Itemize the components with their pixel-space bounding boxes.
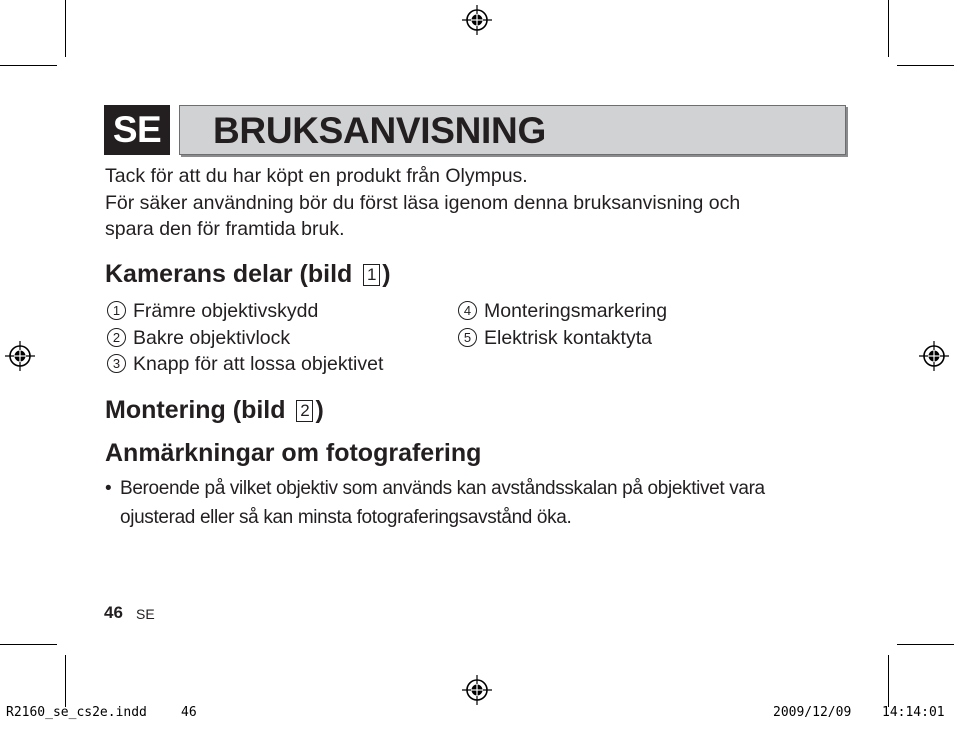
- parts-list-right: [457, 298, 667, 351]
- parts-heading: [105, 259, 391, 289]
- bullet-icon: •: [105, 478, 112, 499]
- mounting-heading-close: ): [315, 396, 324, 424]
- crop-mark: [0, 65, 57, 66]
- crop-mark: [897, 65, 954, 66]
- language-badge: SE: [104, 105, 170, 155]
- parts-heading-close: ): [382, 260, 391, 288]
- crop-mark: [65, 655, 66, 707]
- item-label: Främre objektivskydd: [133, 300, 319, 322]
- slug-page: 46: [181, 705, 197, 720]
- bullet-line: ojusterad eller så kan minsta fotograferingsavstånd öka.: [120, 507, 572, 528]
- intro-line: För säker användning bör du först läsa igenom denna bruksanvisning och: [105, 191, 741, 214]
- crop-mark: [65, 0, 66, 57]
- intro-line: Tack för att du har köpt en produkt från Olympus.: [105, 165, 528, 187]
- item-label: Knapp för att lossa objektivet: [133, 353, 384, 375]
- list-item: [106, 298, 383, 325]
- crop-mark: [0, 644, 57, 645]
- list-item: [106, 351, 383, 378]
- intro-paragraph: [105, 163, 845, 243]
- intro-line: spara den för framtida bruk.: [105, 218, 345, 240]
- crop-mark: [897, 644, 954, 645]
- slug-date: 2009/12/09: [773, 705, 852, 720]
- list-item: [106, 325, 383, 352]
- notes-heading: Anmärkningar om fotografering: [105, 439, 482, 467]
- mounting-heading-text: Montering (bild: [105, 396, 286, 424]
- list-item: [457, 298, 667, 325]
- slug-time: 14:14:01: [882, 705, 945, 720]
- item-number: 2: [107, 328, 126, 347]
- registration-mark-icon: [462, 675, 492, 705]
- figure-number-box: 2: [296, 400, 313, 422]
- bullet-text: [120, 474, 845, 532]
- item-label: Bakre objektivlock: [133, 326, 291, 349]
- bullet-line: Beroende på vilket objektiv som används kan avståndsskalan på objektivet vara: [120, 478, 765, 499]
- item-label: Monteringsmarkering: [484, 300, 668, 322]
- figure-number-box: 1: [363, 264, 380, 286]
- item-label: Elektrisk kontaktyta: [484, 326, 652, 349]
- page-title: BRUKSANVISNING: [213, 110, 546, 151]
- parts-heading-text: Kamerans delar (bild: [105, 260, 353, 288]
- notes-bullet: [105, 474, 845, 532]
- parts-list-left: [106, 298, 383, 378]
- page-number: 46: [104, 603, 123, 622]
- item-number: 4: [458, 301, 477, 320]
- list-item: [457, 325, 667, 352]
- item-number: 1: [107, 301, 126, 320]
- page-language: SE: [136, 606, 155, 622]
- registration-mark-icon: [462, 5, 492, 35]
- crop-mark: [888, 655, 889, 707]
- crop-mark: [888, 0, 889, 57]
- mounting-heading: [105, 395, 324, 425]
- slug-filename: R2160_se_cs2e.indd: [6, 705, 147, 720]
- registration-mark-icon: [5, 341, 35, 371]
- title-bar: [179, 105, 846, 155]
- item-number: 5: [458, 328, 477, 347]
- item-number: 3: [107, 354, 126, 373]
- registration-mark-icon: [919, 341, 949, 371]
